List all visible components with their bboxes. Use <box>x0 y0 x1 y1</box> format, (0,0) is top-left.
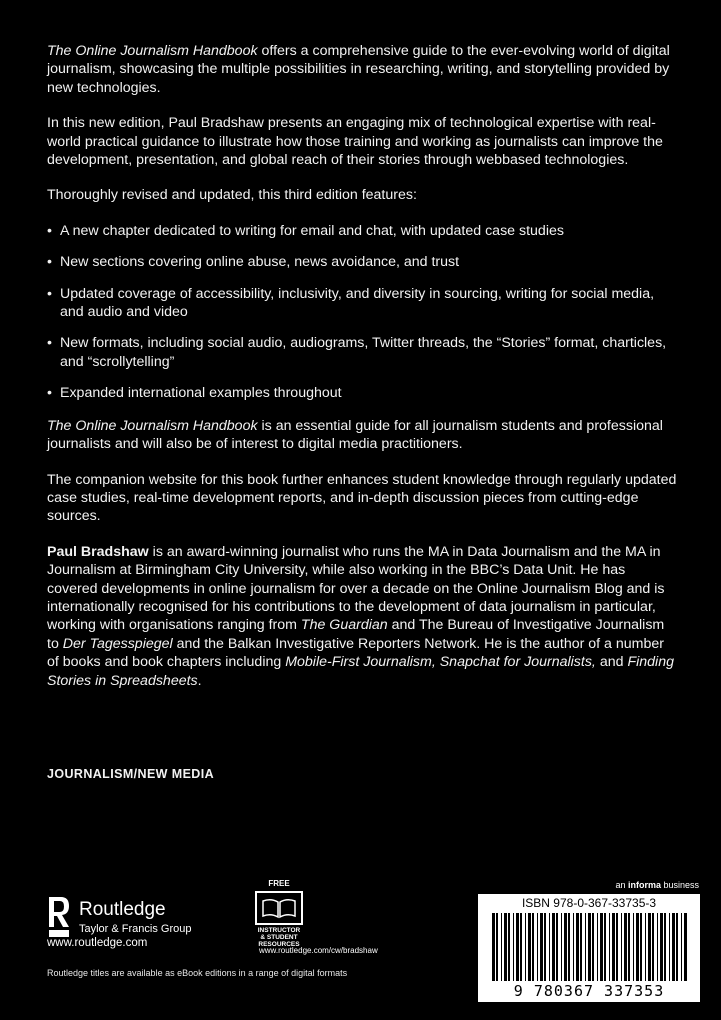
publisher-group: Taylor & Francis Group <box>79 923 192 935</box>
bio-text: . <box>197 672 202 689</box>
barcode-bar <box>564 913 567 981</box>
book-title: The Online Journalism Handbook <box>47 417 258 434</box>
barcode-bar <box>537 913 538 981</box>
barcode-bar <box>621 913 622 981</box>
bio-italic: Der Tagesspiegel <box>62 635 173 652</box>
informa-suffix: business <box>660 880 699 890</box>
barcode-bar <box>588 913 591 981</box>
barcode-bar <box>496 913 498 981</box>
ebook-note: Routledge titles are available as eBook editions in a range of digital formats <box>47 968 348 978</box>
barcode-icon <box>482 913 696 981</box>
barcode-bar <box>549 913 550 981</box>
barcode-bar <box>561 913 562 981</box>
barcode-bar <box>525 913 526 981</box>
list-item: • Updated coverage of accessibility, inclusivity, and diversity in sourcing, writing for social media, and audio and video <box>47 285 679 322</box>
barcode-bar <box>609 913 610 981</box>
barcode-bar <box>636 913 639 981</box>
barcode-bar <box>532 913 534 981</box>
barcode-bar <box>657 913 658 981</box>
barcode-bar <box>684 913 687 981</box>
features-list <box>47 222 679 403</box>
badge-line: RESOURCES <box>258 941 300 948</box>
barcode-bar <box>600 913 603 981</box>
resources-badge <box>250 879 308 947</box>
barcode-bar <box>664 913 666 981</box>
bio-italic: Mobile-First Journalism, Snapchat for Journalists, <box>285 654 596 671</box>
barcode-bar <box>676 913 678 981</box>
bio-text: and The Bureau of Investigative Journalism to <box>47 617 665 652</box>
barcode-bar <box>568 913 570 981</box>
barcode-bar <box>633 913 634 981</box>
bio-text: is an award-winning journalist who runs the MA in Data Journalism and the MA in Journalism at Birmingham City University, while also working in the BBC’s Data Unit. He has covered developments in online journalism for over a decade on the Online Journalism Blog and is internationally recognised for his contributions to the development of data journalism in particular, working with organisations ranging from <box>47 543 665 634</box>
isbn-barcode <box>478 894 700 1002</box>
back-cover-text <box>47 42 679 707</box>
barcode-bar <box>604 913 606 981</box>
bio-italic: The Guardian <box>300 617 388 634</box>
barcode-bar <box>628 913 630 981</box>
barcode-bar <box>504 913 507 981</box>
barcode-bar <box>652 913 654 981</box>
routledge-mark-icon <box>47 895 71 939</box>
barcode-bar <box>544 913 546 981</box>
informa-prefix: an <box>615 880 628 890</box>
informa-brand: informa <box>627 880 661 890</box>
barcode-bar <box>556 913 558 981</box>
barcode-bar <box>513 913 514 981</box>
barcode-bar <box>520 913 522 981</box>
barcode-bar <box>592 913 594 981</box>
barcode-bar <box>672 913 675 981</box>
barcode-bar <box>552 913 555 981</box>
barcode-bar <box>681 913 682 981</box>
barcode-bar <box>492 913 495 981</box>
barcode-bar <box>501 913 502 981</box>
resources-label <box>250 927 308 948</box>
list-item: • Expanded international examples throughout <box>47 384 679 402</box>
isbn-number: ISBN 978-0-367-33735-3 <box>521 896 657 910</box>
barcode-bar <box>645 913 646 981</box>
intro-text: offers a comprehensive guide to the ever-evolving world of digital journalism, showcasing the multiple possibilities in researching, writing, and storytelling provided by new technologies. <box>47 43 670 96</box>
informa-tagline <box>599 880 699 890</box>
list-item: • New formats, including social audio, audiograms, Twitter threads, the “Stories” format, charticles, and “scrollytelling” <box>47 334 679 371</box>
open-book-icon <box>257 893 301 923</box>
author-name: Paul Bradshaw <box>47 543 149 560</box>
book-icon <box>255 891 303 925</box>
features-heading: Thoroughly revised and updated, this third edition features: <box>47 187 417 204</box>
badge-line: & STUDENT <box>260 934 298 941</box>
barcode-bar <box>585 913 586 981</box>
companion-url: www.routledge.com/cw/bradshaw <box>259 946 378 955</box>
book-title: The Online Journalism Handbook <box>47 43 258 59</box>
barcode-bar <box>576 913 579 981</box>
publisher-website: www.routledge.com <box>47 937 148 949</box>
barcode-bar <box>648 913 651 981</box>
bio-text: and the Balkan Investigative Reporters Network. He is the author of a number of books and book chapters including <box>47 635 664 671</box>
barcode-bar <box>612 913 615 981</box>
barcode-bar <box>573 913 574 981</box>
badge-line: INSTRUCTOR <box>257 927 301 934</box>
bio-text: and <box>595 654 628 671</box>
barcode-bar <box>640 913 642 981</box>
publisher-name: Routledge <box>79 899 166 920</box>
list-item: • A new chapter dedicated to writing for email and chat, with updated case studies <box>47 222 679 240</box>
list-item: • New sections covering online abuse, news avoidance, and trust <box>47 253 679 271</box>
subject-category: JOURNALISM/NEW MEDIA <box>47 767 215 781</box>
edition-paragraph: In this new edition, Paul Bradshaw presents an engaging mix of technological expertise with real-world practical guidance to illustrate how those training and working as journalists can improve the development, presentation, and global reach of their stories through webbased technologies. <box>47 115 663 169</box>
barcode-bar <box>597 913 598 981</box>
audience-text: is an essential guide for all journalism students and professional journalists and will also be of interest to digital media practitioners. <box>47 417 663 453</box>
bio-italic: Finding Stories in Spreadsheets <box>47 654 674 689</box>
barcode-bar <box>616 913 618 981</box>
audience-paragraph <box>47 417 679 454</box>
barcode-bar <box>508 913 510 981</box>
barcode-digits: 9 780367 337353 <box>513 982 665 1000</box>
author-bio <box>47 543 679 690</box>
barcode-bar <box>540 913 543 981</box>
barcode-bar <box>528 913 531 981</box>
companion-paragraph: The companion website for this book further enhances student knowledge through regularly updated case studies, real-time development reports, and in-depth discussion pieces from cutting-edge sources. <box>47 471 677 525</box>
barcode-bar <box>580 913 582 981</box>
intro-paragraph <box>47 42 679 97</box>
routledge-logo <box>47 895 237 943</box>
barcode-bar <box>669 913 670 981</box>
barcode-bar <box>516 913 519 981</box>
barcode-bar <box>624 913 627 981</box>
barcode-bar <box>660 913 663 981</box>
free-label: FREE <box>268 879 290 888</box>
